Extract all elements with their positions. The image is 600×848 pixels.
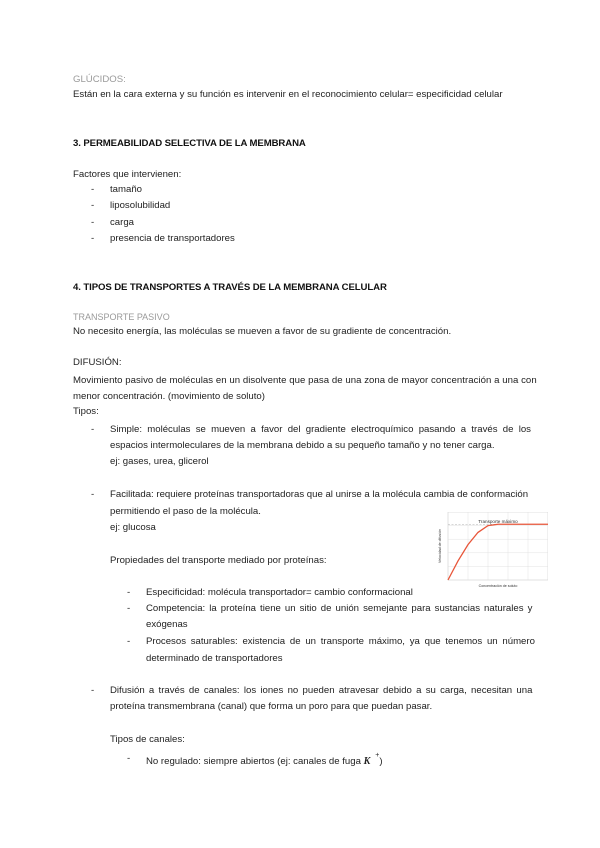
simple-line1: Simple: moléculas se mueven a favor del gradiente electroquímico pasando a través de los: [110, 424, 531, 435]
list-dash: -: [91, 685, 95, 696]
simple-line2: espacios intermoleculares de la membrana debido a su pequeño tamaño y no tener carga.: [110, 440, 495, 451]
list-dash: -: [127, 587, 131, 598]
list-dash: -: [91, 200, 95, 211]
facilitada-line1: Facilitada: requiere proteínas transportadoras que al unirse a la molécula cambia de conformación: [110, 489, 529, 500]
potassium-charge: +: [375, 752, 380, 759]
no-regulado-item: [146, 752, 383, 768]
prop-saturables-line1: Procesos saturables: existencia de un transporte máximo, ya que tenemos un número: [146, 636, 535, 647]
list-dash: -: [91, 233, 95, 244]
list-dash: -: [127, 753, 131, 764]
factor-item: presencia de transportadores: [110, 233, 235, 244]
factor-item: liposolubilidad: [110, 200, 171, 211]
list-dash: -: [91, 424, 95, 435]
facilitada-example: ej: glucosa: [110, 522, 156, 533]
saturation-chart: [436, 512, 548, 592]
prop-competencia-line2: exógenas: [146, 619, 188, 630]
difusion-line1: Movimiento pasivo de moléculas en un disolvente que pasa de una zona de mayor concentración a una con: [73, 375, 537, 386]
simple-example: ej: gases, urea, glicerol: [110, 456, 209, 467]
section3-heading: 3. PERMEABILIDAD SELECTIVA DE LA MEMBRANA: [73, 138, 306, 149]
pasivo-title: TRANSPORTE PASIVO: [73, 312, 170, 322]
propiedades-label: Propiedades del transporte mediado por proteínas:: [110, 555, 327, 566]
chart-ylabel: Velocidad de difusión: [438, 529, 442, 563]
pasivo-text: No necesito energía, las moléculas se mueven a favor de su gradiente de concentración.: [73, 326, 452, 337]
potassium-symbol: K: [363, 756, 371, 768]
prop-especificidad: Especificidad: molécula transportador= cambio conformacional: [146, 587, 413, 598]
list-dash: -: [91, 489, 95, 500]
glucidos-text: Están en la cara externa y su función es intervenir en el reconocimiento celular= especificidad celular: [73, 89, 503, 100]
tipos-canales-label: Tipos de canales:: [110, 734, 185, 745]
no-regulado-text: No regulado: siempre abiertos (ej: canales de fuga: [146, 756, 364, 768]
factor-item: tamaño: [110, 184, 142, 195]
list-dash: -: [91, 184, 95, 195]
tipos-label: Tipos:: [73, 406, 99, 417]
section4-heading: 4. TIPOS DE TRANSPORTES A TRAVÉS DE LA MEMBRANA CELULAR: [73, 282, 387, 293]
facilitada-line2: permitiendo el paso de la molécula.: [110, 506, 261, 517]
list-dash: -: [91, 217, 95, 228]
prop-competencia-line1: Competencia: la proteína tiene un sitio de unión semejante para sustancias naturales y: [146, 603, 533, 614]
factor-item: carga: [110, 217, 134, 228]
list-dash: -: [127, 603, 131, 614]
canales-line2: proteína transmembrana (canal) que forma un poro para que puedan pasar.: [110, 701, 433, 712]
section3-intro: Factores que intervienen:: [73, 169, 182, 180]
list-dash: -: [127, 636, 131, 647]
difusion-title: DIFUSIÓN:: [73, 357, 122, 368]
canales-line1: Difusión a través de canales: los iones no pueden atravesar debido a su carga, necesitan una: [110, 685, 533, 696]
prop-saturables-line2: determinado de transportadores: [146, 653, 283, 664]
no-regulado-close: ): [379, 756, 383, 768]
chart-title: Transporte máximo: [478, 519, 518, 524]
chart-xlabel: Concentración de soluto: [478, 584, 518, 588]
difusion-line2: menor concentración. (movimiento de soluto): [73, 391, 265, 402]
glucidos-title: GLÚCIDOS:: [73, 74, 126, 85]
